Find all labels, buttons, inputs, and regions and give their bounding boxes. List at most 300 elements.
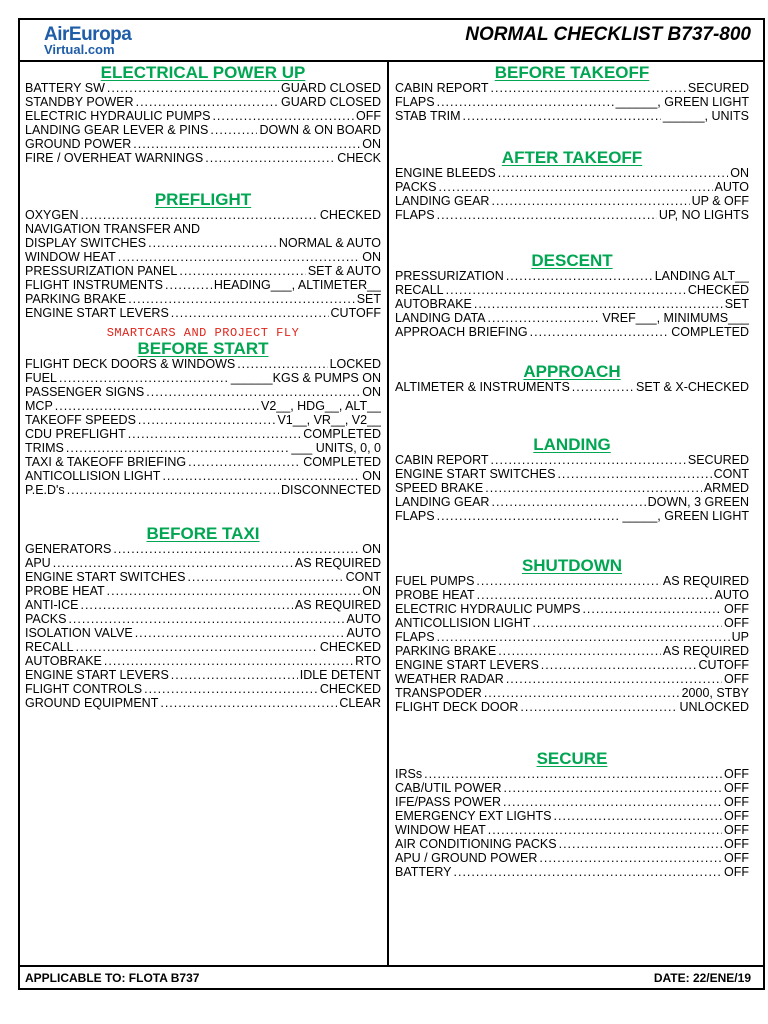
- item-label: AIR CONDITIONING PACKS: [395, 837, 557, 851]
- item-label: PRESSURIZATION: [395, 269, 504, 283]
- item-label: TRANSPODER: [395, 686, 482, 700]
- item-label: LANDING GEAR: [395, 194, 490, 208]
- leader-dots: [476, 574, 660, 588]
- checklist-item: [25, 413, 381, 427]
- leader-dots: [424, 767, 722, 781]
- item-value: CONT: [345, 570, 381, 584]
- section-title: BEFORE START: [137, 339, 269, 358]
- item-label: TAXI & TAKEOFF BRIEFING: [25, 455, 187, 469]
- leader-dots: [171, 306, 329, 320]
- leader-dots: [488, 823, 722, 837]
- checklist-item: [25, 208, 381, 222]
- item-label: AUTOBRAKE: [395, 297, 472, 311]
- leader-dots: [532, 616, 722, 630]
- checklist-item: [395, 311, 749, 325]
- item-label: ANTICOLLISION LIGHT: [395, 616, 531, 630]
- item-value: ______KGS & PUMPS ON: [230, 371, 381, 385]
- leader-dots: [107, 81, 279, 95]
- item-label: FUEL: [25, 371, 57, 385]
- checklist-items: [395, 380, 749, 394]
- leader-dots: [541, 658, 697, 672]
- item-value: OFF: [724, 781, 749, 795]
- checklist-item: [395, 865, 749, 879]
- item-value: LOCKED: [329, 357, 381, 371]
- section-after-takeoff: [395, 149, 749, 222]
- item-value: OFF: [724, 837, 749, 851]
- leader-dots: [474, 297, 723, 311]
- checklist-items: [395, 166, 749, 222]
- leader-dots: [118, 250, 361, 264]
- section-before-takeoff: [395, 64, 749, 123]
- section-landing: [395, 436, 749, 523]
- checklist-item: [395, 767, 749, 781]
- item-value: V2__, HDG__, ALT__: [261, 399, 381, 413]
- item-label: PARKING BRAKE: [25, 292, 127, 306]
- item-value: NORMAL & AUTO: [278, 236, 381, 250]
- item-label: ENGINE START LEVERS: [25, 306, 169, 320]
- item-value: COMPLETED: [303, 455, 381, 469]
- checklist-item: [395, 509, 749, 523]
- item-value: HEADING___, ALTIMETER__: [213, 278, 381, 292]
- item-label: WINDOW HEAT: [395, 823, 486, 837]
- item-label: FUEL PUMPS: [395, 574, 475, 588]
- checklist-item: [395, 795, 749, 809]
- checklist-item: [395, 658, 749, 672]
- section-title: AFTER TAKEOFF: [501, 148, 643, 167]
- item-value: CHECKED: [319, 640, 381, 654]
- section-secure: [395, 750, 749, 879]
- item-value: UP: [731, 630, 749, 644]
- item-value: DOWN, 3 GREEN: [647, 495, 749, 509]
- header-bar: [20, 20, 763, 62]
- leader-dots: [162, 469, 360, 483]
- item-label: ELECTRIC HYDRAULIC PUMPS: [25, 109, 211, 123]
- section-title: ELECTRICAL POWER UP: [100, 63, 306, 82]
- checklist-item: [395, 809, 749, 823]
- leader-dots: [107, 584, 361, 598]
- checklist-items: [25, 81, 381, 165]
- checklist-item: [395, 380, 749, 394]
- checklist-item: [25, 441, 381, 455]
- leader-dots: [138, 413, 276, 427]
- leader-dots: [477, 588, 713, 602]
- item-label: ISOLATION VALVE: [25, 626, 133, 640]
- checklist-item: [25, 357, 381, 371]
- checklist-item: [395, 208, 749, 222]
- item-value: OFF: [356, 109, 381, 123]
- item-label: CABIN REPORT: [395, 453, 489, 467]
- checklist-item: [395, 166, 749, 180]
- leader-dots: [572, 380, 634, 394]
- item-label: BATTERY SW: [25, 81, 105, 95]
- item-value: SET: [724, 297, 749, 311]
- checklist-items: [25, 542, 381, 710]
- checklist-item: [395, 467, 749, 481]
- leader-dots: [530, 325, 670, 339]
- leader-dots: [491, 194, 689, 208]
- checklist-item: [395, 837, 749, 851]
- checklist-item: [395, 574, 749, 588]
- leader-dots: [67, 483, 279, 497]
- item-label: TRIMS: [25, 441, 64, 455]
- item-value: OFF: [724, 823, 749, 837]
- leader-dots: [485, 481, 702, 495]
- leader-dots: [81, 208, 318, 222]
- revision-date: DATE: 22/ENE/19: [653, 971, 751, 985]
- leader-dots: [55, 399, 259, 413]
- item-label: STANDBY POWER: [25, 95, 134, 109]
- item-label: DISPLAY SWITCHES: [25, 236, 147, 250]
- leader-dots: [165, 278, 212, 292]
- item-value: AUTO: [346, 612, 381, 626]
- item-value: ON: [362, 469, 381, 483]
- leader-dots: [520, 700, 677, 714]
- leader-dots: [237, 357, 327, 371]
- item-label: ANTI-ICE: [25, 598, 79, 612]
- leader-dots: [559, 837, 722, 851]
- checklist-item: [25, 584, 381, 598]
- leader-dots: [539, 851, 722, 865]
- checklist-item: [395, 453, 749, 467]
- footer-bar: [20, 965, 763, 988]
- checklist-item: [395, 851, 749, 865]
- item-label: CDU PREFLIGHT: [25, 427, 126, 441]
- leader-dots: [463, 109, 661, 123]
- item-label: FLAPS: [395, 95, 435, 109]
- item-label: ELECTRIC HYDRAULIC PUMPS: [395, 602, 581, 616]
- checklist-item: [395, 109, 749, 123]
- item-value: UP & OFF: [691, 194, 749, 208]
- item-value: RTO: [355, 654, 381, 668]
- item-value: UNLOCKED: [679, 700, 749, 714]
- checklist-item: [395, 81, 749, 95]
- checklist-item: [25, 455, 381, 469]
- checklist-item: [25, 306, 381, 320]
- leader-dots: [498, 166, 729, 180]
- item-value: ON: [362, 137, 381, 151]
- section-title: SECURE: [536, 749, 608, 768]
- checklist-item: [395, 781, 749, 795]
- item-value: IDLE DETENT: [299, 668, 381, 682]
- section-title: SHUTDOWN: [521, 556, 623, 575]
- item-label: GROUND EQUIPMENT: [25, 696, 159, 710]
- item-label: PACKS: [25, 612, 67, 626]
- item-label: AUTOBRAKE: [25, 654, 102, 668]
- checklist-item: [25, 626, 381, 640]
- section-preflight: [25, 191, 381, 340]
- item-value: CUTOFF: [698, 658, 749, 672]
- item-value: AUTO: [346, 626, 381, 640]
- item-label: RECALL: [25, 640, 74, 654]
- item-value: SECURED: [687, 453, 749, 467]
- item-label: FLIGHT DECK DOORS & WINDOWS: [25, 357, 236, 371]
- item-label: PACKS: [395, 180, 437, 194]
- item-value: CHECK: [337, 151, 381, 165]
- leader-dots: [136, 95, 279, 109]
- item-label: CABIN REPORT: [395, 81, 489, 95]
- item-value: AUTO: [714, 180, 749, 194]
- item-value: SET: [356, 292, 381, 306]
- left-column: [25, 64, 381, 710]
- checklist-item: [25, 612, 381, 626]
- right-column: [395, 64, 749, 879]
- checklist-items: [395, 767, 749, 879]
- checklist-item: [25, 542, 381, 556]
- leader-dots: [554, 809, 722, 823]
- item-label: OXYGEN: [25, 208, 79, 222]
- item-value: OFF: [724, 616, 749, 630]
- leader-dots: [454, 865, 723, 879]
- leader-dots: [484, 686, 680, 700]
- item-value: AS REQUIRED: [662, 574, 749, 588]
- item-label: IRSs: [395, 767, 423, 781]
- item-label: MCP: [25, 399, 53, 413]
- applicable-to: APPLICABLE TO: FLOTA B737: [25, 971, 200, 985]
- leader-dots: [506, 269, 653, 283]
- item-value: ___ UNITS, 0, 0: [291, 441, 381, 455]
- item-label: FLIGHT INSTRUMENTS: [25, 278, 163, 292]
- item-value: AS REQUIRED: [662, 644, 749, 658]
- item-value: V1__, VR__, V2__: [277, 413, 381, 427]
- item-value: SET & AUTO: [307, 264, 381, 278]
- leader-dots: [59, 371, 229, 385]
- item-label: ALTIMETER & INSTRUMENTS: [395, 380, 570, 394]
- item-value: ON: [362, 584, 381, 598]
- item-value: CONT: [713, 467, 749, 481]
- checklist-item: [395, 616, 749, 630]
- checklist-item: [395, 644, 749, 658]
- item-label: GENERATORS: [25, 542, 112, 556]
- item-label: WEATHER RADAR: [395, 672, 504, 686]
- item-value: ON: [362, 250, 381, 264]
- leader-dots: [446, 283, 686, 297]
- item-value: OFF: [724, 602, 749, 616]
- page-title: NORMAL CHECKLIST B737-800: [465, 24, 751, 45]
- item-label: PARKING BRAKE: [395, 644, 497, 658]
- checklist-item: [25, 556, 381, 570]
- item-label: BATTERY: [395, 865, 452, 879]
- checklist-item: [395, 95, 749, 109]
- checklist-item: [25, 222, 381, 236]
- section-title: DESCENT: [531, 251, 613, 270]
- checklist-item: [395, 194, 749, 208]
- checklist-item: [25, 696, 381, 710]
- checklist-item: [25, 236, 381, 250]
- checklist-item: [395, 325, 749, 339]
- leader-dots: [210, 123, 257, 137]
- item-label: SPEED BRAKE: [395, 481, 484, 495]
- item-label: PASSENGER SIGNS: [25, 385, 145, 399]
- leader-dots: [187, 570, 343, 584]
- item-label: ENGINE BLEEDS: [395, 166, 496, 180]
- leader-dots: [135, 626, 345, 640]
- item-label: PROBE HEAT: [25, 584, 105, 598]
- checklist-item: [395, 630, 749, 644]
- checklist-item: [395, 283, 749, 297]
- section-title: BEFORE TAKEOFF: [494, 63, 650, 82]
- checklist-items: [25, 357, 381, 497]
- leader-dots: [582, 602, 722, 616]
- item-value: ON: [362, 542, 381, 556]
- leader-dots: [437, 95, 614, 109]
- item-label: PRESSURIZATION PANEL: [25, 264, 178, 278]
- item-value: ______, GREEN LIGHT: [615, 95, 749, 109]
- checklist-item: [25, 292, 381, 306]
- item-label: LANDING GEAR: [395, 495, 490, 509]
- item-value: CLEAR: [339, 696, 381, 710]
- leader-dots: [491, 495, 645, 509]
- item-label: TAKEOFF SPEEDS: [25, 413, 136, 427]
- item-label: FLIGHT DECK DOOR: [395, 700, 519, 714]
- leader-dots: [171, 668, 298, 682]
- checklist-item: [25, 371, 381, 385]
- item-value: AS REQUIRED: [294, 556, 381, 570]
- item-label: ENGINE START SWITCHES: [395, 467, 556, 481]
- item-value: LANDING ALT__: [654, 269, 749, 283]
- item-label: FLIGHT CONTROLS: [25, 682, 143, 696]
- leader-dots: [491, 453, 686, 467]
- checklist-item: [25, 250, 381, 264]
- section-before-start: [25, 340, 381, 497]
- checklist-sheet: [18, 18, 765, 990]
- checklist-item: [25, 123, 381, 137]
- leader-dots: [188, 455, 301, 469]
- leader-dots: [557, 467, 711, 481]
- item-value: CHECKED: [687, 283, 749, 297]
- item-label: ANTICOLLISION LIGHT: [25, 469, 161, 483]
- item-label: FIRE / OVERHEAT WARNINGS: [25, 151, 204, 165]
- checklist-items: [395, 81, 749, 123]
- checklist-items: [395, 269, 749, 339]
- section-shutdown: [395, 557, 749, 714]
- item-value: SECURED: [687, 81, 749, 95]
- item-label: ENGINE START SWITCHES: [25, 570, 186, 584]
- checklist-item: [25, 95, 381, 109]
- leader-dots: [104, 654, 353, 668]
- leader-dots: [437, 208, 657, 222]
- item-value: GUARD CLOSED: [280, 81, 381, 95]
- item-value: _____, GREEN LIGHT: [622, 509, 749, 523]
- checklist-items: [395, 453, 749, 523]
- leader-dots: [504, 781, 723, 795]
- checklist-item: [395, 297, 749, 311]
- leader-dots: [437, 630, 730, 644]
- item-value: DISCONNECTED: [280, 483, 381, 497]
- leader-dots: [498, 644, 661, 658]
- checklist-item: [395, 269, 749, 283]
- checklist-item: [395, 588, 749, 602]
- checklist-item: [25, 137, 381, 151]
- item-label: LANDING GEAR LEVER & PINS: [25, 123, 209, 137]
- leader-dots: [212, 109, 354, 123]
- item-value: ______, UNITS: [662, 109, 749, 123]
- checklist-item: [25, 264, 381, 278]
- checklist-item: [395, 495, 749, 509]
- item-label: GROUND POWER: [25, 137, 132, 151]
- item-value: AUTO: [714, 588, 749, 602]
- leader-dots: [148, 236, 277, 250]
- checklist-item: [395, 180, 749, 194]
- item-value: AS REQUIRED: [294, 598, 381, 612]
- item-value: OFF: [724, 795, 749, 809]
- aireuropa-logo: [44, 25, 131, 56]
- checklist-item: [25, 483, 381, 497]
- checklist-item: [395, 672, 749, 686]
- item-value: OFF: [724, 672, 749, 686]
- checklist-item: [25, 427, 381, 441]
- checklist-item: [25, 668, 381, 682]
- item-value: 2000, STBY: [681, 686, 749, 700]
- checklist-item: [25, 640, 381, 654]
- leader-dots: [128, 427, 302, 441]
- item-label: PROBE HEAT: [395, 588, 475, 602]
- item-label: LANDING DATA: [395, 311, 486, 325]
- leader-dots: [66, 441, 289, 455]
- checklist-item: [395, 602, 749, 616]
- checklist-item: [25, 278, 381, 292]
- item-value: UP, NO LIGHTS: [658, 208, 749, 222]
- item-label: P.E.D's: [25, 483, 65, 497]
- checklist-item: [25, 570, 381, 584]
- item-value: GUARD CLOSED: [280, 95, 381, 109]
- item-label: FLAPS: [395, 630, 435, 644]
- section-descent: [395, 252, 749, 339]
- item-label: APPROACH BRIEFING: [395, 325, 528, 339]
- item-label: ENGINE START LEVERS: [25, 668, 169, 682]
- item-label: FLAPS: [395, 208, 435, 222]
- leader-dots: [503, 795, 722, 809]
- checklist-item: [395, 823, 749, 837]
- section-title: APPROACH: [523, 362, 621, 381]
- item-label: EMERGENCY EXT LIGHTS: [395, 809, 552, 823]
- item-value: ARMED: [703, 481, 749, 495]
- leader-dots: [113, 542, 360, 556]
- checklist-item: [25, 81, 381, 95]
- checklist-items: [395, 574, 749, 714]
- logo-line2: Virtual.com: [44, 42, 115, 57]
- checklist-item: [395, 481, 749, 495]
- leader-dots: [205, 151, 335, 165]
- section-approach: [395, 363, 749, 394]
- item-label: CAB/UTIL POWER: [395, 781, 502, 795]
- checklist-item: [25, 399, 381, 413]
- leader-dots: [53, 556, 293, 570]
- item-label: APU / GROUND POWER: [395, 851, 538, 865]
- item-label: APU: [25, 556, 51, 570]
- item-value: ON: [362, 385, 381, 399]
- leader-dots: [438, 180, 712, 194]
- item-value: COMPLETED: [671, 325, 749, 339]
- section-title: BEFORE TAXI: [146, 524, 260, 543]
- leader-dots: [491, 81, 686, 95]
- item-label: STAB TRIM: [395, 109, 461, 123]
- checklist-item: [25, 151, 381, 165]
- leader-dots: [68, 612, 344, 626]
- section-title: LANDING: [533, 435, 611, 454]
- section-title: PREFLIGHT: [154, 190, 252, 209]
- section-electrical-power-up: [25, 64, 381, 165]
- item-value: VREF___, MINIMUMS___: [602, 311, 749, 325]
- checklist-item: [25, 682, 381, 696]
- item-label: NAVIGATION TRANSFER AND: [25, 222, 201, 236]
- checklist-item: [25, 385, 381, 399]
- checklist-item: [25, 469, 381, 483]
- leader-dots: [179, 264, 305, 278]
- item-value: OFF: [724, 851, 749, 865]
- item-label: FLAPS: [395, 509, 435, 523]
- item-label: RECALL: [395, 283, 444, 297]
- item-value: CUTOFF: [330, 306, 381, 320]
